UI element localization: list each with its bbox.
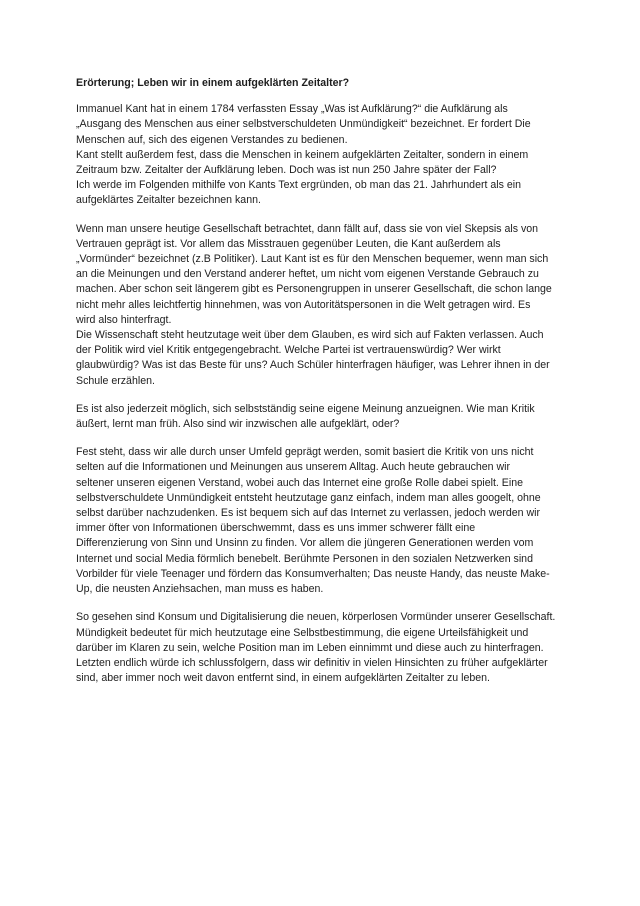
- document-title: Erörterung; Leben wir in einem aufgeklärten Zeitalter?: [76, 77, 350, 89]
- text-line: selbstverschuldete Unmündigkeit entsteht heutzutage ganz einfach, indem man alles googelt, ohne: [76, 491, 541, 504]
- text-line: Vorbilder für viele Teenager und fördern das Konsumverhalten; Das neuste Handy, das neuste Make-: [76, 567, 550, 580]
- text-line: sind, aber immer noch weit davon entfernt sind, in einem aufgeklärten Zeitalter zu leben.: [76, 672, 490, 685]
- text-line: Menschen auf, sich des eigenen Verstandes zu bedienen.: [76, 133, 348, 146]
- text-line: Internet und social Media förmlich benebelt. Berühmte Personen in den sozialen Netzwerken sind: [76, 552, 533, 565]
- text-line: Immanuel Kant hat in einem 1784 verfassten Essay „Was ist Aufklärung?“ die Aufklärung als: [76, 103, 508, 116]
- text-line: Mündigkeit bedeutet für mich heutzutage eine Selbstbestimmung, die eigene Urteilsfähigkeit und: [76, 626, 529, 639]
- document-body: [76, 102, 572, 686]
- text-line: Letzten endlich würde ich schlussfolgern, dass wir definitiv in vielen Hinsichten zu früher aufgeklärter: [76, 656, 548, 669]
- text-line: Vertrauen geprägt ist. Vor allem das Misstrauen gegenüber Leuten, die Kant außerdem als: [76, 237, 501, 250]
- text-line: So gesehen sind Konsum und Digitalisierung die neuen, körperlosen Vormünder unserer Gesellschaft.: [76, 611, 556, 624]
- text-line: seltener unseren eigenen Verstand, wobei auch das Internet eine große Rolle dabei spielt. Eine: [76, 476, 523, 489]
- text-line: Fest steht, dass wir alle durch unser Umfeld geprägt werden, somit basiert die Kritik von uns nicht: [76, 446, 534, 459]
- text-line: Up, die neusten Anziehsachen, man muss es haben.: [76, 583, 324, 596]
- paragraph: [76, 102, 572, 208]
- text-line: selten auf die Informationen und Meinungen aus unserem Alltag. Auch heute gebrauchen wir: [76, 461, 511, 474]
- text-line: Es ist also jederzeit möglich, sich selbstständig seine eigene Meinung anzueignen. Wie man Kritik: [76, 402, 535, 415]
- text-line: darüber im Klaren zu sein, welche Position man im Leben einnimmt und diese auch zu hinterfragen.: [76, 641, 544, 654]
- document-page: [76, 76, 572, 699]
- text-line: nicht mehr alles leichtfertig hinnehmen, was von Autoritätspersonen in die Welt getragen wird. Es: [76, 298, 531, 311]
- text-line: „Vormünder“ bezeichnet (z.B Politiker). Laut Kant ist es für den Menschen bequemer, wenn man sich: [76, 253, 549, 266]
- text-line: Kant stellt außerdem fest, dass die Menschen in keinem aufgeklärten Zeitalter, sondern in einem: [76, 148, 529, 161]
- paragraph: [76, 222, 572, 389]
- text-line: „Ausgang des Menschen aus einer selbstverschuldeten Unmündigkeit“ bezeichnet. Er fordert Die: [76, 118, 531, 131]
- text-line: Die Wissenschaft steht heutzutage weit über dem Glauben, es wird sich auf Fakten verlassen. Auch: [76, 329, 544, 342]
- paragraph: [76, 610, 572, 686]
- text-line: Wenn man unsere heutige Gesellschaft betrachtet, dann fällt auf, dass sie von viel Skepsis als von: [76, 222, 539, 235]
- text-line: Zeitraum bzw. Zeitalter der Aufklärung leben. Doch was ist nun 250 Jahre später der Fall?: [76, 164, 497, 177]
- paragraph: [76, 402, 572, 432]
- text-line: Ich werde im Folgenden mithilfe von Kants Text ergründen, ob man das 21. Jahrhundert als ein: [76, 179, 521, 192]
- text-line: machen. Aber schon seit längerem gibt es Personengruppen in unserer Gesellschaft, die schon lange: [76, 283, 552, 296]
- text-line: aufgeklärtes Zeitalter bezeichnen kann.: [76, 194, 261, 207]
- text-line: äußert, lernt man früh. Also sind wir inzwischen alle aufgeklärt, oder?: [76, 418, 400, 431]
- text-line: glaubwürdig? Was ist das Beste für uns? Auch Schüler hinterfragen häufiger, was Lehrer ihnen in der: [76, 359, 550, 372]
- text-line: immer öfter von Informationen überschwemmt, dass es uns immer schwerer fällt eine: [76, 522, 476, 535]
- text-line: wird also hinterfragt.: [76, 313, 172, 326]
- text-line: der Politik wird viel Kritik entgegengebracht. Welche Partei ist vertrauenswürdig? Wer wirkt: [76, 344, 501, 357]
- text-line: an die Meinungen und den Verstand anderer heftet, um nicht vom eigenen Verstande Gebrauch zu: [76, 268, 539, 281]
- text-line: Schule erzählen.: [76, 374, 155, 387]
- text-line: selbst darüber nachzudenken. Es ist bequem sich auf das Internet zu verlassen, jedoch werden wir: [76, 507, 541, 520]
- paragraph: [76, 445, 572, 597]
- text-line: Differenzierung von Sinn und Unsinn zu finden. Vor allem die jüngeren Generationen werden vom: [76, 537, 534, 550]
